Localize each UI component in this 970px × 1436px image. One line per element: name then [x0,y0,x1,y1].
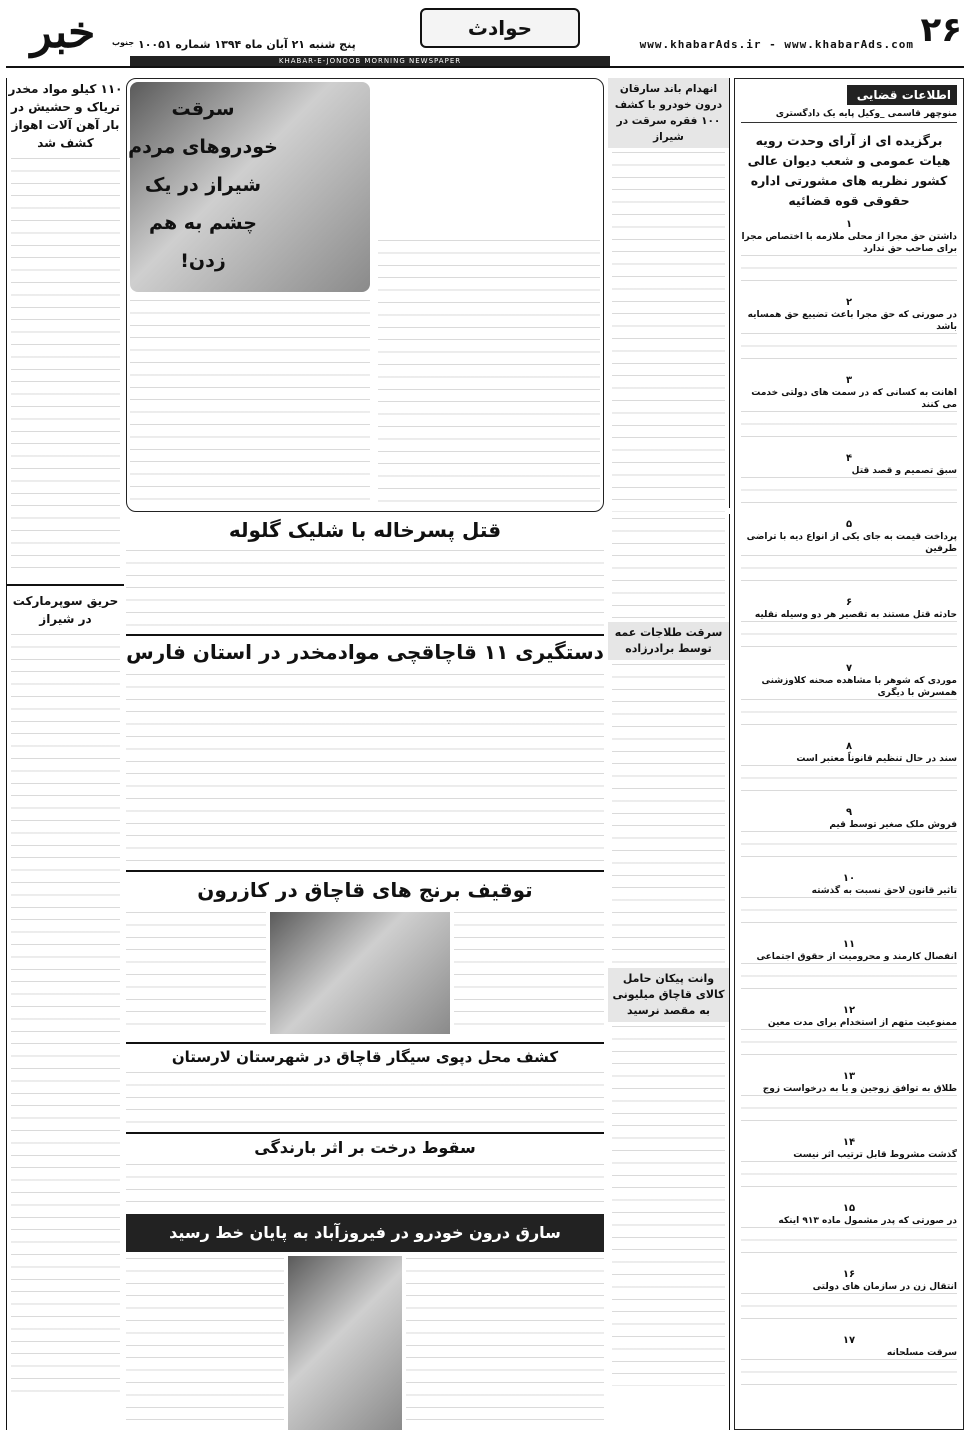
legal-item-title: انتقال زن در سازمان های دولتی [812,1282,957,1292]
legal-item-body [741,1227,957,1263]
newspaper-logo: خبر [30,7,96,58]
legal-item-title: حادثه قتل مستند به تقصیر هر دو وسیله نقلیه [754,610,957,620]
legal-item-number: ۱۴ [842,1137,856,1148]
feature-body-left [130,300,370,508]
rice-body-right [454,912,604,1034]
legal-item-title: ممنوعیت متهم از استخدام برای مدت معین [767,1018,957,1028]
legal-author: منوچهر قاسمی _وکیل پایه یک دادگستری [741,109,957,123]
legal-item-number: ۳ [845,375,853,386]
legal-item-body [741,831,957,867]
legal-item [741,519,957,591]
legal-item-title: سبق تصمیم و قصد قتل [851,466,957,476]
legal-item-number: ۱۲ [842,1005,856,1016]
rice-bags-photo [270,912,450,1034]
legal-item [741,1335,957,1395]
legal-item [741,939,957,999]
legal-item-title: طلاق به توافق زوجین و یا به درخواست زوج [762,1084,957,1094]
rice-body-left [126,912,266,1034]
tree-body [126,1164,604,1208]
van-body [612,1026,725,1386]
legal-item-title: در صورتی که حق مجرا باعث تضییع حق همسایه باشد [747,310,957,332]
legal-item-title: موردی که شوهر با مشاهده صحنه کلاوزشنی همسرش با دیگری [761,676,957,698]
legal-item-body [741,555,957,591]
left-column [6,78,124,1430]
divider [126,1042,604,1044]
legal-item-number: ۶ [845,597,853,608]
legal-item-title: سرقت مسلحانه [886,1348,957,1358]
legal-item-number: ۷ [845,663,853,674]
legal-item [741,1071,957,1131]
rice-headline: توقیف برنج های قاچاق در کازرون [197,878,533,902]
legal-item [741,597,957,657]
divider [126,1132,604,1134]
ahvaz-headline: ۱۱۰ کیلو مواد مخدر تریاک و حشیش در بار آهن آلات اهواز کشف شد [8,82,123,150]
legal-item-body [741,477,957,513]
gold-headline: سرقت طلاجات عمه توسط برادرزاده [608,622,729,660]
cigarettes-headline: کشف محل دپوی سیگار قاچاق در شهرستان لارستان [171,1048,559,1066]
legal-item-title: فروش ملک صغیر توسط قیم [829,820,957,830]
legal-item [741,741,957,801]
legal-item [741,1203,957,1263]
legal-item-number: ۹ [845,807,853,818]
legal-item [741,219,957,291]
legal-item-body [741,897,957,933]
legal-item [741,1137,957,1197]
gold-body [612,664,725,964]
legal-item-body [741,1029,957,1065]
legal-item-number: ۱۳ [842,1071,856,1082]
chained-column [608,78,730,508]
legal-item-title: اهانت به کسانی که در سمت های دولتی خدمت می کنند [751,388,957,410]
logo-subtitle: جنوب [112,38,135,47]
legal-item [741,297,957,369]
divider [7,584,124,586]
legal-item [741,453,957,513]
legal-item-body [741,699,957,735]
legal-list [741,219,957,1395]
legal-box-title: اطلاعات قضایی [847,85,957,105]
legal-item-body [741,621,957,657]
legal-item-body [741,1293,957,1329]
legal-item-body [741,1095,957,1131]
legal-item-body [741,255,957,291]
legal-item-title: سند در حال تنظیم قانوناً معتبر است [796,754,957,764]
feature-body-right [378,240,600,510]
english-strip: KHABAR-E-JONOOB MORNING NEWSPAPER [130,56,610,66]
fire-body [11,634,120,1394]
feature-headline: سرقت خودروهای مردم شیراز در یک چشم به هم زدن! [128,98,278,272]
inner-right-column [608,514,730,1430]
firuzabad-body-right [406,1258,604,1428]
firuzabad-headline: سارق درون خودرو در فیروزآباد به پایان خط رسید [126,1214,604,1252]
firuzabad-body-left [126,1258,284,1428]
legal-item-body [741,411,957,447]
divider [126,634,604,636]
legal-headline: برگزیده ای از آرای وحدت رویه هیات عمومی و شعب دیوان عالی کشور نظریه های مشورتی اداره حقوقی قوه قضائیه [747,133,951,208]
legal-column [734,78,964,1430]
legal-item [741,663,957,735]
drugs-body [126,674,604,864]
legal-item-body [741,963,957,999]
legal-item [741,1269,957,1329]
fire-headline: حریق سوپرمارکت در شیراز [12,593,119,626]
divider [126,870,604,872]
shotgun-headline: قتل پسرخاله با شلیک گلوله [228,518,502,542]
legal-item-number: ۱۶ [842,1269,856,1280]
legal-item-number: ۱۰ [842,873,856,884]
legal-item [741,807,957,867]
legal-item-title: پرداخت قیمت به جای یکی از انواع دیه با تراضی طرفین [746,532,957,554]
legal-item-number: ۴ [845,453,853,464]
website-url: www.khabarAds.ir - www.khabarAds.com [639,38,914,51]
chained-body [612,152,725,512]
cigarettes-body [126,1072,604,1128]
legal-item-title: داشتن حق مجرا از محلی ملازمه با اختصاص مجرا برای صاحب حق ندارد [741,232,957,254]
legal-item-number: ۱ [845,219,853,230]
legal-item-number: ۸ [845,741,853,752]
legal-item-body [741,1161,957,1197]
shotgun-continued [612,518,725,618]
legal-item [741,1005,957,1065]
legal-item-body [741,765,957,801]
legal-item-number: ۱۵ [842,1203,856,1214]
section-title: حوادث [420,8,580,48]
tree-headline: سقوط درخت بر اثر بارندگی [254,1138,476,1157]
suspect-photo [288,1256,402,1430]
legal-item-title: گذشت مشروط قابل ترتیب اثر نیست [793,1150,957,1160]
van-headline: وانت پیکان حامل کالای قاچاق میلیونی به مقصد نرسید [608,968,729,1022]
page-number: ۲۶ [920,10,962,50]
legal-item [741,375,957,447]
legal-item-title: در صورتی که پدر مشمول ماده ۹۱۳ اینکه [778,1216,957,1226]
legal-item [741,873,957,933]
shotgun-body [126,550,604,630]
legal-item-title: تاثیر قانون لاحق نسبت به گذشته [811,886,957,896]
legal-item-number: ۲ [845,297,853,308]
legal-item-body [741,1359,957,1395]
legal-item-number: ۵ [845,519,853,530]
dateline: پنج شنبه ۲۱ آبان ماه ۱۳۹۴ شماره ۱۰۰۵۱ [138,38,356,51]
legal-item-number: ۱۷ [842,1335,856,1346]
legal-item-body [741,333,957,369]
legal-item-number: ۱۱ [842,939,856,950]
drugs-headline: دستگیری ۱۱ قاچاقچی موادمخدر در استان فارس [126,640,604,664]
ahvaz-body [11,158,120,578]
chained-headline: انهدام باند سارقان درون خودرو با کشف ۱۰۰ فقره سرقت در شیراز [608,78,729,148]
legal-item-title: انفصال کارمند و محرومیت از حقوق اجتماعی [756,952,957,962]
